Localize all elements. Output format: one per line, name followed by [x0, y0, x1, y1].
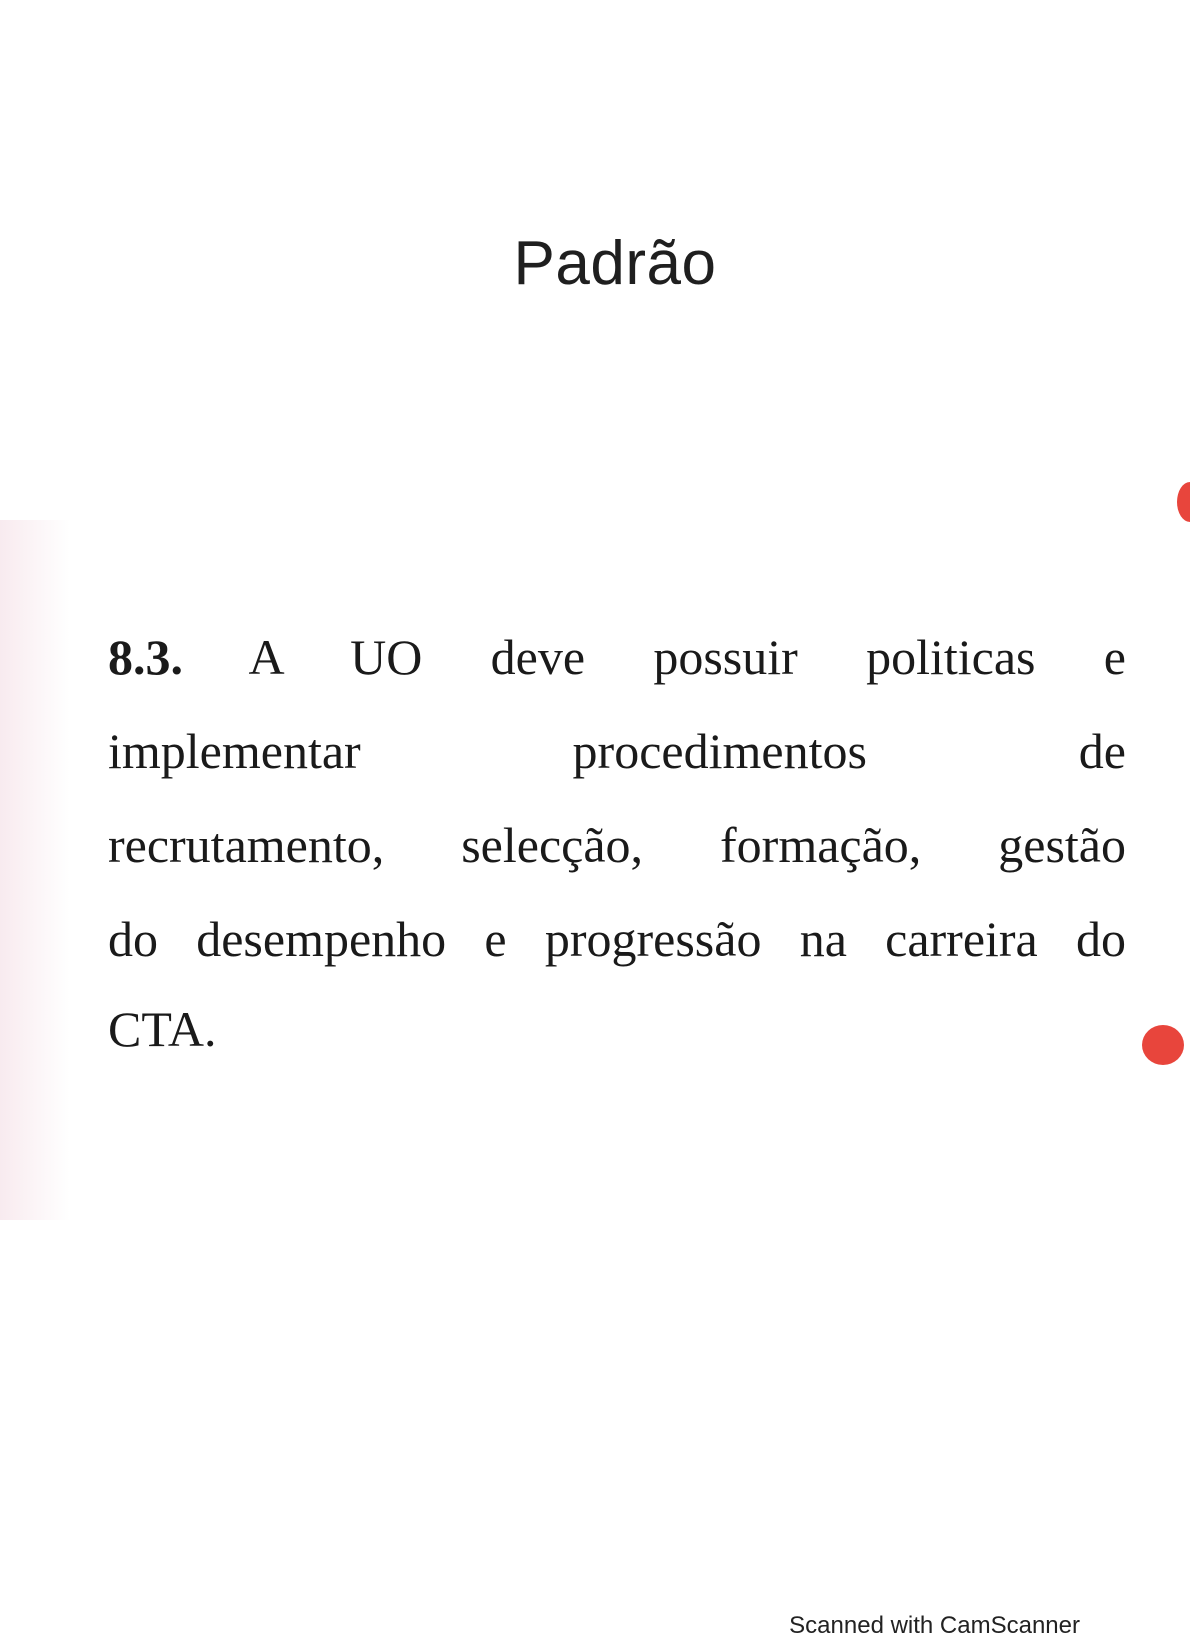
paragraph-line-1: [108, 628, 1126, 686]
page-title: Padrão: [513, 229, 717, 298]
paragraph-line-1-text: A UO deve possuir politicas e: [248, 629, 1126, 685]
paragraph-line-3: recrutamento, selecção, formação, gestão: [108, 817, 1126, 873]
scan-edge-shadow: [0, 520, 70, 1220]
red-marker-dot-bottom: [1142, 1025, 1184, 1065]
paragraph-line-5: CTA.: [108, 1001, 217, 1057]
red-marker-dot-top: [1177, 482, 1190, 522]
section-number: 8.3.: [108, 629, 183, 685]
scanner-watermark: Scanned with CamScanner: [789, 1612, 1080, 1639]
paragraph-line-2: implementar procedimentos de: [108, 723, 1126, 779]
paragraph-line-4: do desempenho e progressão na carreira do: [108, 911, 1126, 967]
